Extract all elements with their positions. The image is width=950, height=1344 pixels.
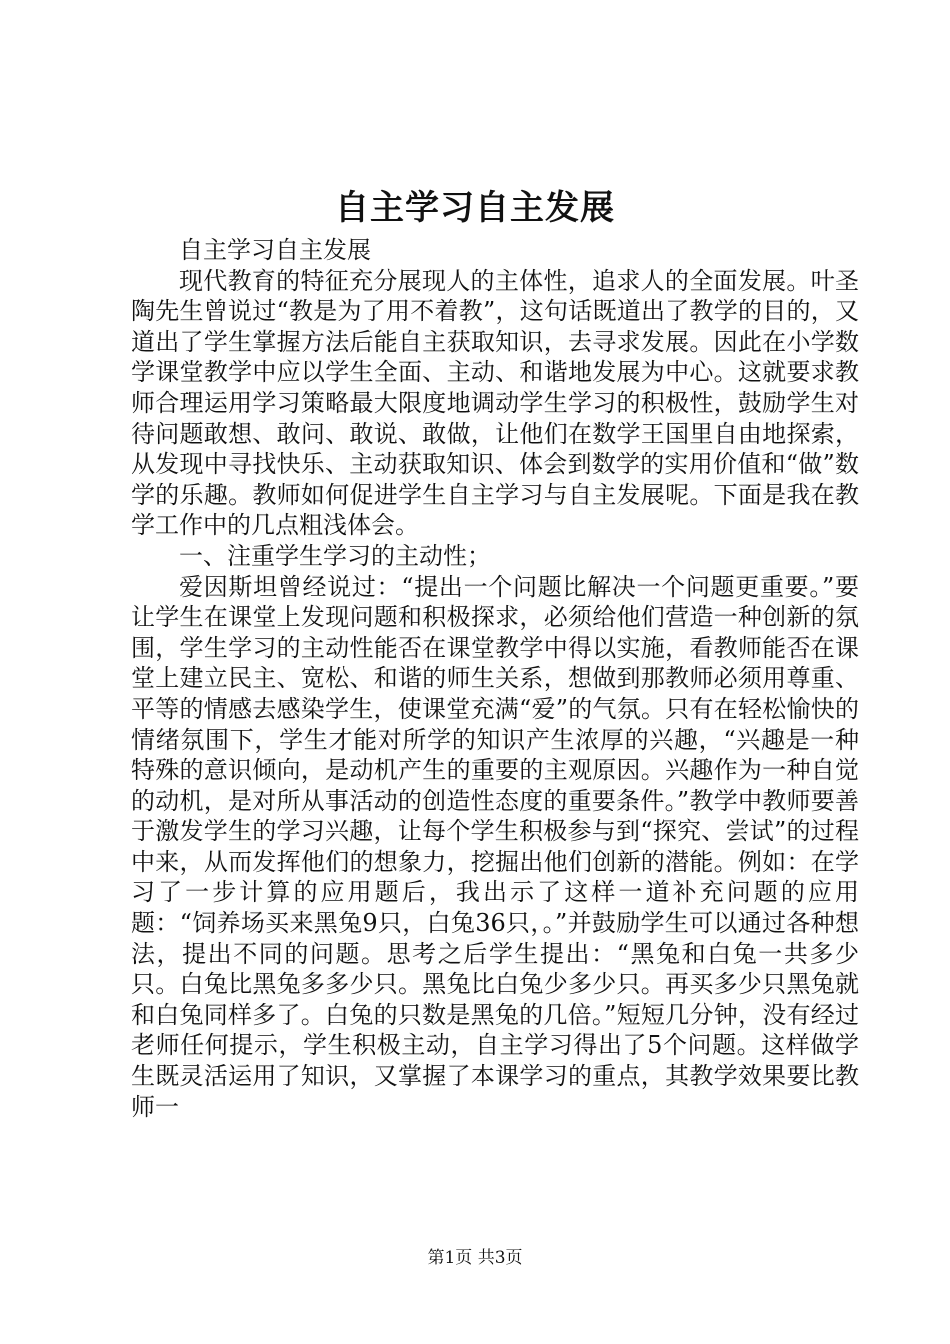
section-heading: 一、注重学生学习的主动性；: [179, 541, 491, 570]
document-title: 自主学习自主发展: [335, 188, 615, 228]
paragraph-section-1: 爱因斯坦曾经说过：“提出一个问题比解决一个问题更重要。”要让学生在课堂上发现问题和积极探求，必须给他们营造一种创新的氛围，学生学习的主动性能否在课堂教学中得以实施，看教师能否在课堂上建立民主、宽松、和谐的师生关系，想做到那教师必须用尊重、平等的情感去感染学生，使课堂充满“爱”的气氛。只有在轻松愉快的情绪氛围下，学生才能对所学的知识产生浓厚的兴趣，“兴趣是一种特殊的意识倾向，是动机产生的重要的主观原因。兴趣作为一种自觉的动机，是对所从事活动的创造性态度的重要条件。”教学中教师要善于激发学生的学习兴趣，让每个学生积极参与到“探究、尝试”的过程中来，从而发挥他们的想象力，挖掘出他们创新的潜能。例如：在学习了一步计算的应用题后，我出示了这样一道补充问题的应用题：“饲养场买来黑兔9只，白兔36只，。”并鼓励学生可以通过各种想法，提出不同的问题。思考之后学生提出：“黑兔和白兔一共多少只。白兔比黑兔多多少只。黑兔比白兔少多少只。再买多少只黑兔就和白兔同样多了。白兔的只数是黑兔的几倍。”短短几分钟，没有经过老师任何提示，学生积极主动，自主学习得出了5个问题。这样做学生既灵活运用了知识，又掌握了本课学习的重点，其教学效果要比教师一: [131, 572, 859, 1121]
document-body: [131, 235, 859, 1122]
page-number: 第1页: [427, 1248, 473, 1268]
page-footer: [0, 1246, 950, 1270]
paragraph-intro: 现代教育的特征充分展现人的主体性，追求人的全面发展。叶圣陶先生曾说过“教是为了用不着教”，这句话既道出了教学的目的，又道出了学生掌握方法后能自主获取知识，去寻求发展。因此在小学数学课堂教学中应以学生全面、主动、和谐地发展为中心。这就要求教师合理运用学习策略最大限度地调动学生学习的积极性，鼓励学生对待问题敢想、敢问、敢说、敢做，让他们在数学王国里自由地探索，从发现中寻找快乐、主动获取知识、体会到数学的实用价值和“做”数学的乐趣。教师如何促进学生自主学习与自主发展呢。下面是我在教学工作中的几点粗浅体会。: [131, 266, 859, 540]
page-total: 共3页: [477, 1248, 523, 1268]
paragraph-subtitle: 自主学习自主发展: [179, 236, 371, 264]
